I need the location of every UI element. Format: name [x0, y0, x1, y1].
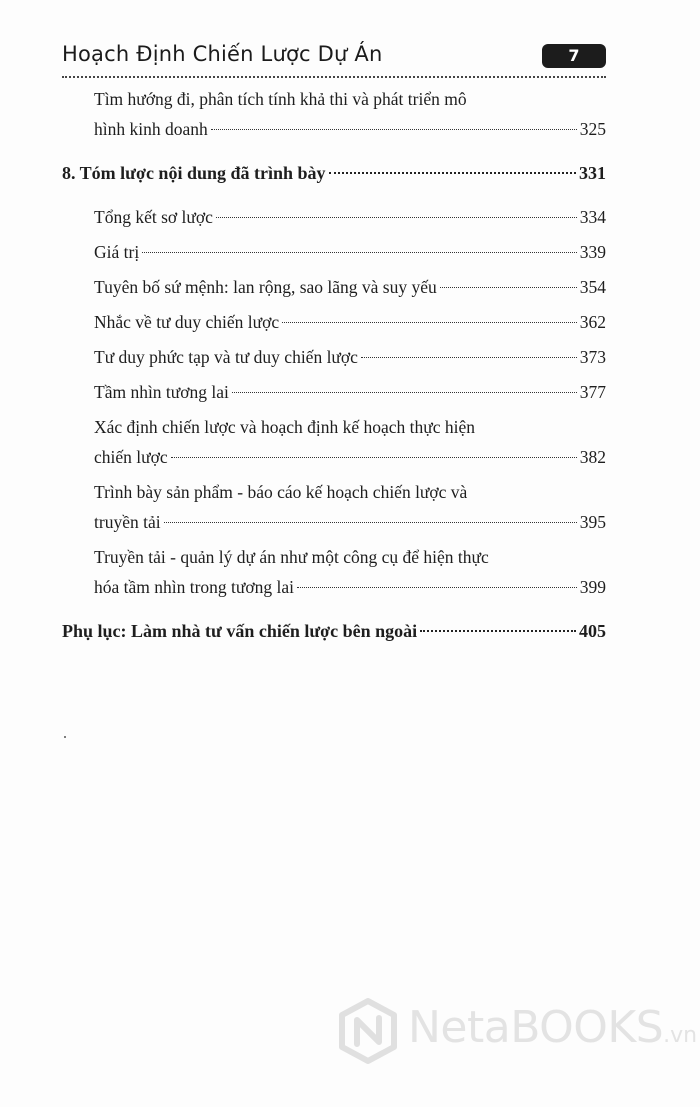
dot-leader [211, 129, 577, 130]
toc-section-entry [62, 158, 606, 188]
dot-leader [440, 287, 577, 288]
dot-leader [232, 392, 577, 393]
toc-entry-title-line: Trình bày sản phẩm - báo cáo kế hoạch chiến lược và [94, 482, 468, 502]
toc-subsection-entry [94, 412, 606, 472]
toc-entry-title: Tuyên bố sứ mệnh: lan rộng, sao lãng và suy yếu [94, 277, 437, 297]
dot-leader [361, 357, 577, 358]
toc-entry-title-line: Tìm hướng đi, phân tích tính khả thi và phát triển mô [94, 89, 467, 109]
book-title: Hoạch Định Chiến Lược Dự Án [62, 42, 383, 66]
hexagon-n-logo-icon [338, 998, 398, 1064]
dot-leader [297, 587, 577, 588]
toc-subsection-entry [94, 377, 606, 407]
toc-page-number: 399 [579, 577, 606, 597]
toc-entry-title-line: Xác định chiến lược và hoạch định kế hoạch thực hiện [94, 417, 476, 437]
toc-section-entry [62, 616, 606, 646]
toc-entry-title: hóa tầm nhìn trong tương lai [94, 577, 295, 597]
toc-page-number: 339 [579, 242, 606, 262]
toc-entry-title: chiến lược [94, 447, 168, 467]
watermark-suffix: .vn [663, 1023, 698, 1048]
toc-page-number: 405 [579, 621, 606, 641]
watermark [338, 998, 698, 1070]
page-number-badge: 7 [542, 44, 606, 68]
toc-entry-title: Tổng kết sơ lược [94, 207, 213, 227]
watermark-brand: NetaBOOKS.vn [408, 1002, 698, 1053]
dot-leader [420, 630, 576, 632]
toc-subsection-entry [94, 237, 606, 267]
toc-page-number: 331 [579, 163, 606, 183]
toc-entry-title: Phụ lục: Làm nhà tư vấn chiến lược bên ngoài [62, 621, 418, 641]
toc-page-number: 354 [579, 277, 606, 297]
dot-leader [142, 252, 577, 253]
dot-leader [216, 217, 577, 218]
toc-page-number: 395 [579, 512, 606, 532]
toc-entry-title: 8. Tóm lược nội dung đã trình bày [62, 163, 326, 183]
toc-subsection-entry [94, 542, 606, 602]
dot-leader [329, 172, 576, 174]
dot-leader [164, 522, 577, 523]
toc-entry-title: Nhắc về tư duy chiến lược [94, 312, 280, 332]
running-header [62, 40, 606, 72]
toc-subsection-entry [94, 307, 606, 337]
toc-subsection-entry [94, 84, 606, 144]
header-dotted-rule [62, 76, 606, 78]
scan-speck [64, 736, 66, 738]
dot-leader [282, 322, 577, 323]
toc-page-number: 373 [579, 347, 606, 367]
toc-subsection-entry [94, 477, 606, 537]
toc-entry-title-line: Truyền tải - quản lý dự án như một công cụ để hiện thực [94, 547, 489, 567]
toc-page-number: 325 [579, 119, 606, 139]
toc-page-number: 382 [579, 447, 606, 467]
toc-page-number: 362 [579, 312, 606, 332]
toc-entry-title: Tư duy phức tạp và tư duy chiến lược [94, 347, 358, 367]
toc-entry-title: truyền tải [94, 512, 161, 532]
toc-entry-title: Tầm nhìn tương lai [94, 382, 229, 402]
toc-page-number: 377 [579, 382, 606, 402]
toc-entry-title: Giá trị [94, 242, 140, 262]
toc-subsection-entry [94, 342, 606, 372]
toc-subsection-entry [94, 202, 606, 232]
toc-entry-title: hình kinh doanh [94, 119, 208, 139]
dot-leader [171, 457, 577, 458]
toc-page-number: 334 [579, 207, 606, 227]
toc-subsection-entry [94, 272, 606, 302]
